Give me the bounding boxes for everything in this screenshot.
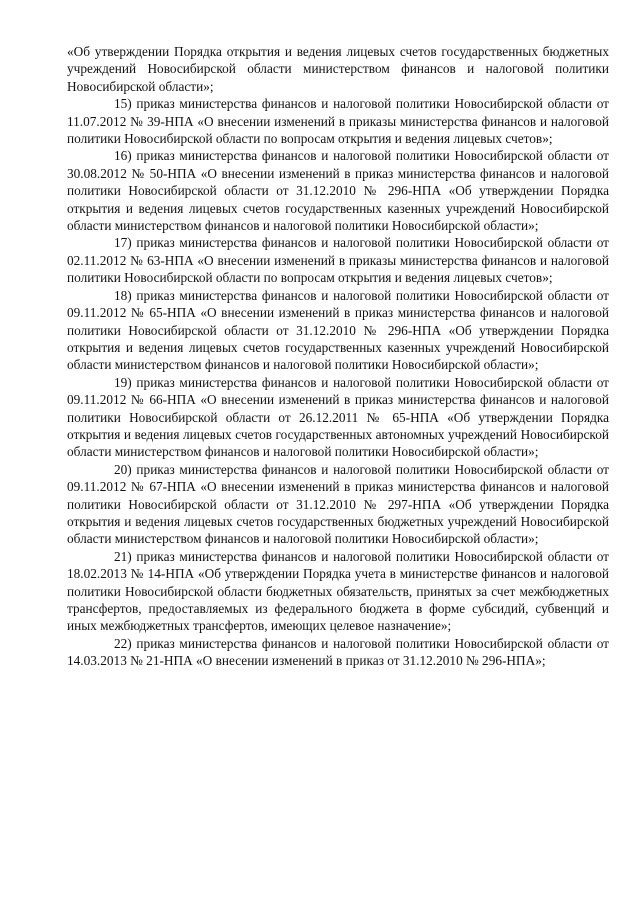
list-item-15: 15) приказ министерства финансов и налоговой политики Новосибирской области от 11.07.2012 № 39-НПА «О внесении изменений в приказы министерства финансов и налоговой политики Новосибирской области по вопросам открытия и ведения лицевых счетов»; bbox=[67, 96, 609, 147]
list-item-20: 20) приказ министерства финансов и налоговой политики Новосибирской области от 09.11.2012 № 67-НПА «О внесении изменений в приказ министерства финансов и налоговой политики Новосибирской области от 31.12.2010 № 297-НПА «Об утверждении Порядка открытия и ведения лицевых счетов государственных бюджетных учреждений Новосибирской области министерством финансов и налоговой политики Новосибирской области»; bbox=[67, 461, 609, 547]
list-item-18: 18) приказ министерства финансов и налоговой политики Новосибирской области от 09.11.2012 № 65-НПА «О внесении изменений в приказ министерства финансов и налоговой политики Новосибирской области от 31.12.2010 № 296-НПА «Об утверждении Порядка открытия и ведения лицевых счетов государственных казенных учреждений Новосибирской области министерством финансов и налоговой политики Новосибирской области»; bbox=[67, 287, 609, 373]
list-item-19: 19) приказ министерства финансов и налоговой политики Новосибирской области от 09.11.2012 № 66-НПА «О внесении изменений в приказ министерства финансов и налоговой политики Новосибирской области от 26.12.2011 № 65-НПА «Об утверждении Порядка открытия и ведения лицевых счетов государственных автономных учреждений Новосибирской области министерством финансов и налоговой политики Новосибирской области»; bbox=[67, 374, 609, 460]
list-item-16: 16) приказ министерства финансов и налоговой политики Новосибирской области от 30.08.2012 № 50-НПА «О внесении изменений в приказ министерства финансов и налоговой политики Новосибирской области от 31.12.2010 № 296-НПА «Об утверждении Порядка открытия и ведения лицевых счетов государственных казенных учреждений Новосибирской области министерством финансов и налоговой политики Новосибирской области»; bbox=[67, 148, 609, 234]
paragraph-continuation: «Об утверждении Порядка открытия и ведения лицевых счетов государственных бюджетных учреждений Новосибирской области министерством финансов и налоговой политики Новосибирской области»; bbox=[67, 44, 609, 94]
list-item-21: 21) приказ министерства финансов и налоговой политики Новосибирской области от 18.02.2013 № 14-НПА «Об утверждении Порядка учета в министерстве финансов и налоговой политики Новосибирской области бюджетных обязательств, принятых за счет межбюджетных трансфертов, предоставляемых из федерального бюджета в форме субсидий, субвенций и иных межбюджетных трансфертов, имеющих целевое назначение»; bbox=[67, 548, 609, 634]
document-page bbox=[67, 43, 609, 670]
list-item-17: 17) приказ министерства финансов и налоговой политики Новосибирской области от 02.11.2012 № 63-НПА «О внесении изменений в приказы министерства финансов и налоговой политики Новосибирской области по вопросам открытия и ведения лицевых счетов»; bbox=[67, 235, 609, 286]
list-item-22: 22) приказ министерства финансов и налоговой политики Новосибирской области от 14.03.2013 № 21-НПА «О внесении изменений в приказ от 31.12.2010 № 296-НПА»; bbox=[67, 635, 609, 669]
